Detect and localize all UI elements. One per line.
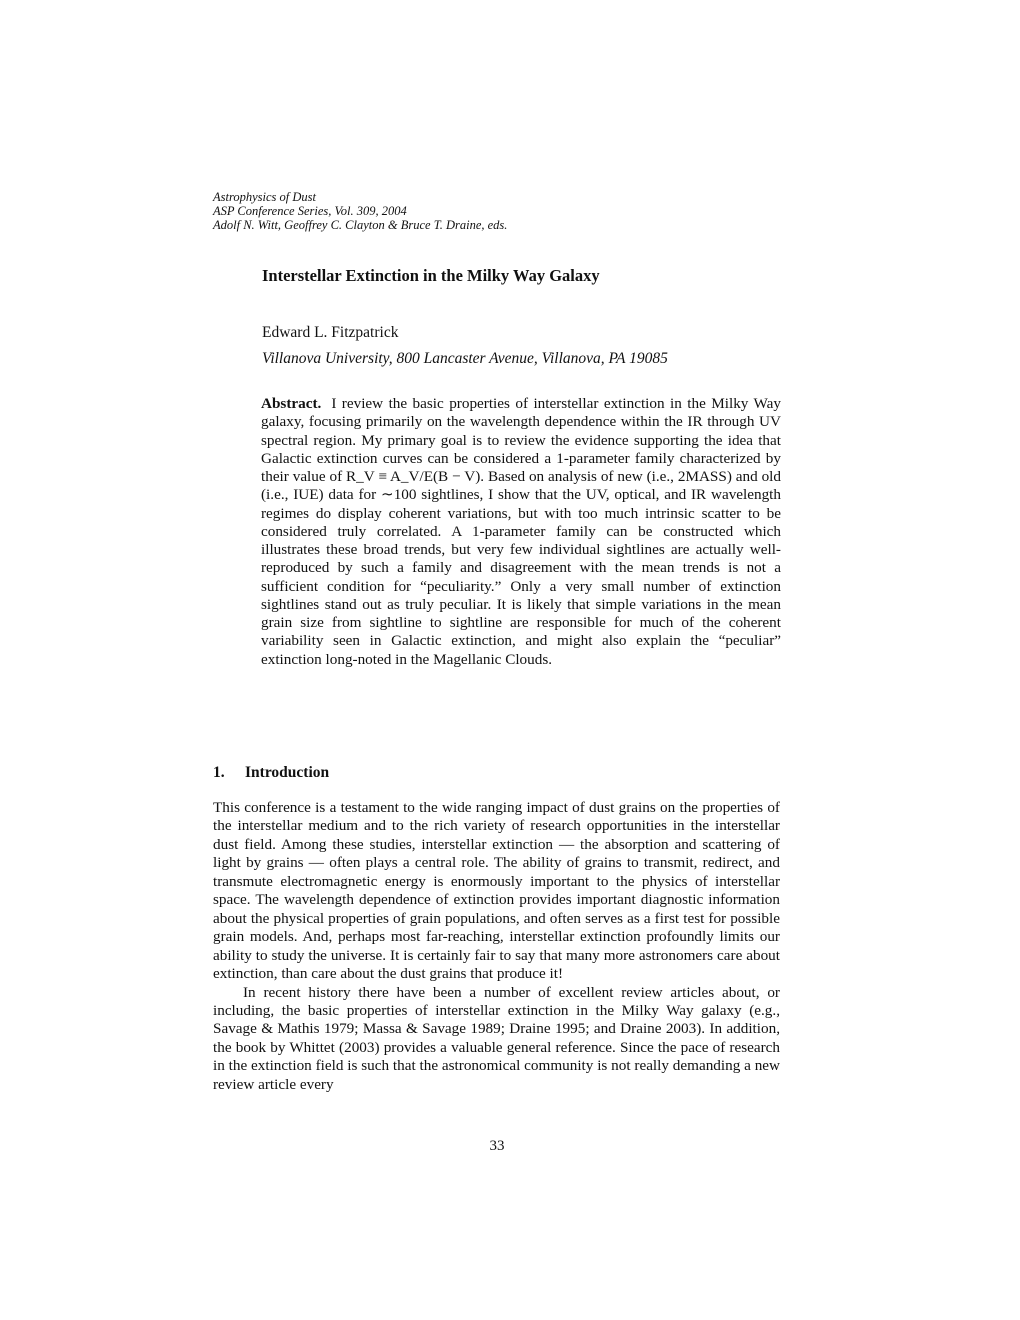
header-editors: Adolf N. Witt, Geoffrey C. Clayton & Bruce T. Draine, eds. xyxy=(213,218,508,232)
paper-title: Interstellar Extinction in the Milky Way Galaxy xyxy=(262,266,600,285)
header-book-title: Astrophysics of Dust xyxy=(213,190,317,204)
author-affiliation: Villanova University, 800 Lancaster Avenue, Villanova, PA 19085 xyxy=(262,350,668,367)
page-number: 33 xyxy=(489,1138,505,1154)
abstract-label: Abstract. xyxy=(261,395,322,412)
section-body xyxy=(213,799,780,1094)
body-paragraph: In recent history there have been a number of excellent review articles about, or including, the basic properties of interstellar extinction in the Milky Way galaxy (e.g., Savage & Mathis 1979; Massa & Savage 1989; Draine 1995; and Draine 2003). In addition, the book by Whittet (2003) provides a valuable general reference. Since the pace of research in the extinction field is such that the astronomical community is not really demanding a new review article every xyxy=(213,983,780,1093)
conference-header xyxy=(213,190,713,232)
header-series: ASP Conference Series, Vol. 309, 2004 xyxy=(213,204,407,218)
abstract xyxy=(261,395,781,669)
abstract-text: I review the basic properties of interstellar extinction in the Milky Way galaxy, focusing primarily on the wavelength dependence within the IR through UV spectral region. My primary goal is to review the evidence supporting the idea that Galactic extinction curves can be considered a 1-parameter family characterized by their value of R_V ≡ A_V/E(B − V). Based on analysis of new (i.e., 2MASS) and old (i.e., IUE) data for ∼100 sightlines, I show that the UV, optical, and IR wavelength regimes do display coherent variations, but with too much intrinsic scatter to be considered truly correlated. A 1-parameter family can be constructed which illustrates these broad trends, but very few individual sightlines are actually well-reproduced by such a family and disagreement with the mean trends is not a sufficient condition for “peculiarity.” Only a very small number of extinction sightlines stand out as truly peculiar. It is likely that simple variations in the mean grain size from sightline to sightline are responsible for much of the coherent variability seen in Galactic extinction, and might also explain the “peculiar” extinction long-noted in the Magellanic Clouds. xyxy=(261,395,781,668)
body-paragraph: This conference is a testament to the wide ranging impact of dust grains on the properties of the interstellar medium and to the rich variety of research opportunities in the interstellar dust field. Among these studies, interstellar extinction — the absorption and scattering of light by grains — often plays a central role. The ability of grains to transmit, redirect, and transmute electromagnetic energy is enormously important to the physics of interstellar space. The wavelength dependence of extinction provides important diagnostic information about the physical properties of grain populations, and often serves as a first test for possible grain models. And, perhaps most far-reaching, interstellar extinction profoundly limits our ability to study the universe. It is certainly fair to say that many more astronomers care about extinction, than care about the dust grains that produce it! xyxy=(213,799,780,983)
section-number: 1. xyxy=(213,764,225,781)
section-title: Introduction xyxy=(245,764,330,781)
author-name: Edward L. Fitzpatrick xyxy=(262,324,399,341)
section-heading xyxy=(213,764,329,782)
